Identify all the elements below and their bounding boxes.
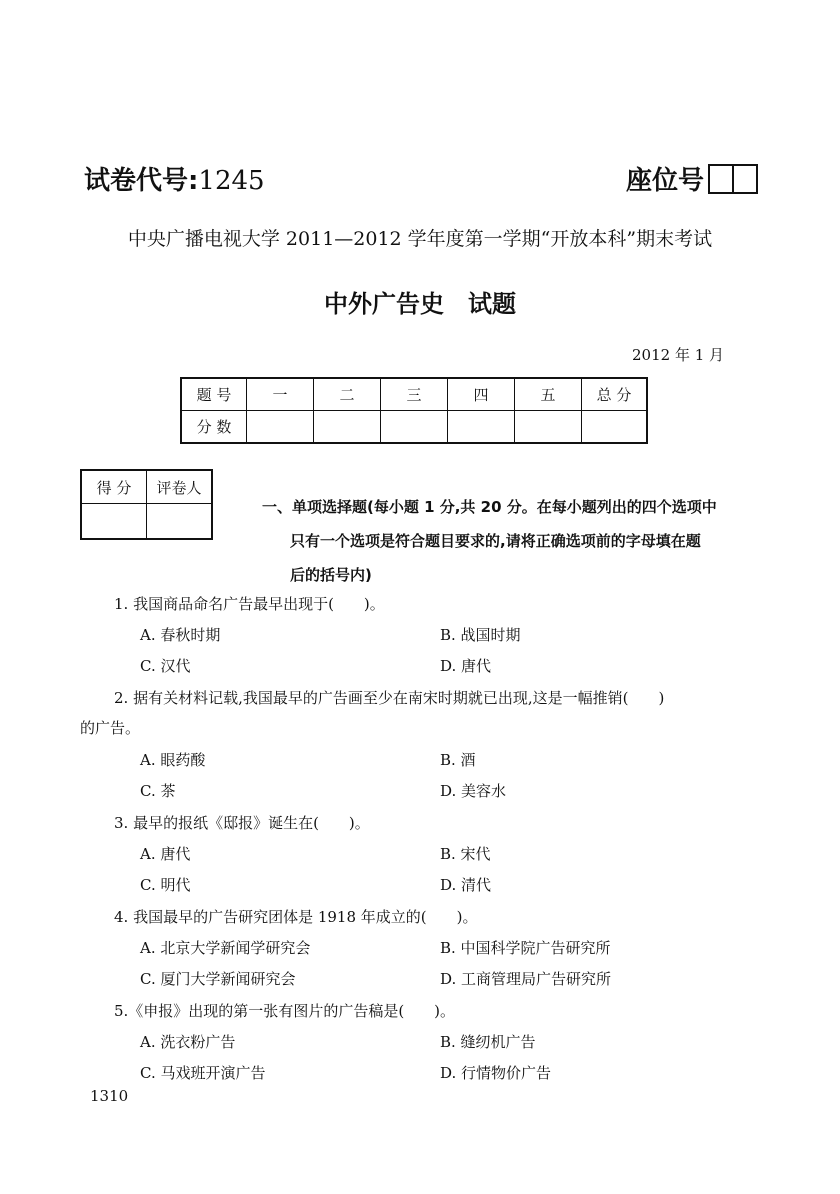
seat-number-boxes[interactable] <box>708 164 758 194</box>
score-entry[interactable] <box>314 411 381 444</box>
question-2-option-b[interactable]: B. 酒 <box>440 751 476 769</box>
seat-number <box>626 160 758 197</box>
question-4-option-b[interactable]: B. 中国科学院广告研究所 <box>440 939 611 957</box>
question-3-option-c[interactable]: C. 明代 <box>140 876 191 894</box>
score-cell: 二 <box>314 378 381 411</box>
score-entry[interactable] <box>582 411 648 444</box>
seat-number-label: 座位号 <box>626 166 705 196</box>
grader-name-entry[interactable] <box>147 504 213 540</box>
score-cell: 总 分 <box>582 378 648 411</box>
grader-name-label: 评卷人 <box>147 470 213 504</box>
subject-title: 中外广告史 试题 <box>324 290 516 318</box>
section-1-line: 只有一个选项是符合题目要求的,请将正确选项前的字母填在题 <box>290 532 701 550</box>
exam-title: 中央广播电视大学 2011—2012 学年度第一学期“开放本科”期末考试 <box>127 228 713 250</box>
score-table-score-row <box>181 411 647 444</box>
question-4-option-a[interactable]: A. 北京大学新闻学研究会 <box>140 939 311 957</box>
score-cell: 四 <box>448 378 515 411</box>
question-1-option-c[interactable]: C. 汉代 <box>140 657 191 675</box>
question-3-option-a[interactable]: A. 唐代 <box>140 845 191 863</box>
section-1-line: 一、单项选择题(每小题 1 分,共 20 分。在每小题列出的四个选项中 <box>262 498 717 516</box>
score-cell: 题 号 <box>181 378 247 411</box>
score-cell: 三 <box>381 378 448 411</box>
question-4-option-d[interactable]: D. 工商管理局广告研究所 <box>440 970 612 988</box>
question-5-option-d[interactable]: D. 行情物价广告 <box>440 1064 552 1082</box>
exam-date: 2012 年 1 月 <box>632 346 725 364</box>
question-5-option-a[interactable]: A. 洗衣粉广告 <box>140 1033 236 1051</box>
question-2-stem-continued: 的广告。 <box>80 719 141 737</box>
score-cell: 一 <box>247 378 314 411</box>
question-5-stem: 5.《申报》出现的第一张有图片的广告稿是( )。 <box>114 1002 456 1020</box>
page-number: 1310 <box>90 1087 129 1105</box>
score-row-label: 分 数 <box>181 411 247 444</box>
score-entry[interactable] <box>247 411 314 444</box>
score-entry[interactable] <box>381 411 448 444</box>
question-1-option-d[interactable]: D. 唐代 <box>440 657 492 675</box>
grader-score-entry[interactable] <box>81 504 147 540</box>
exam-code-value: 1245 <box>198 166 265 196</box>
question-1-option-a[interactable]: A. 春秋时期 <box>140 626 221 644</box>
grader-table <box>80 469 213 540</box>
section-1-instructions <box>262 490 717 592</box>
question-1-option-b[interactable]: B. 战国时期 <box>440 626 521 644</box>
question-3-option-b[interactable]: B. 宋代 <box>440 845 491 863</box>
question-2-option-d[interactable]: D. 美容水 <box>440 782 507 800</box>
score-cell: 五 <box>515 378 582 411</box>
question-4-stem: 4. 我国最早的广告研究团体是 1918 年成立的( )。 <box>114 908 478 926</box>
exam-code <box>84 160 265 197</box>
question-2-option-a[interactable]: A. 眼药酸 <box>140 751 206 769</box>
score-table-header-row <box>181 378 647 411</box>
question-3-stem: 3. 最早的报纸《邸报》诞生在( )。 <box>114 814 370 832</box>
score-table <box>180 377 648 444</box>
question-5-option-c[interactable]: C. 马戏班开演广告 <box>140 1064 266 1082</box>
grader-score-label: 得 分 <box>81 470 147 504</box>
question-5-option-b[interactable]: B. 缝纫机广告 <box>440 1033 536 1051</box>
section-1-line: 后的括号内) <box>290 566 372 584</box>
question-4-option-c[interactable]: C. 厦门大学新闻研究会 <box>140 970 296 988</box>
exam-code-label: 试卷代号: <box>84 166 199 196</box>
score-entry[interactable] <box>448 411 515 444</box>
question-2-option-c[interactable]: C. 茶 <box>140 782 176 800</box>
score-entry[interactable] <box>515 411 582 444</box>
question-1-stem: 1. 我国商品命名广告最早出现于( )。 <box>114 595 385 613</box>
question-3-option-d[interactable]: D. 清代 <box>440 876 492 894</box>
question-2-stem: 2. 据有关材料记载,我国最早的广告画至少在南宋时期就已出现,这是一幅推销( ) <box>114 689 665 707</box>
